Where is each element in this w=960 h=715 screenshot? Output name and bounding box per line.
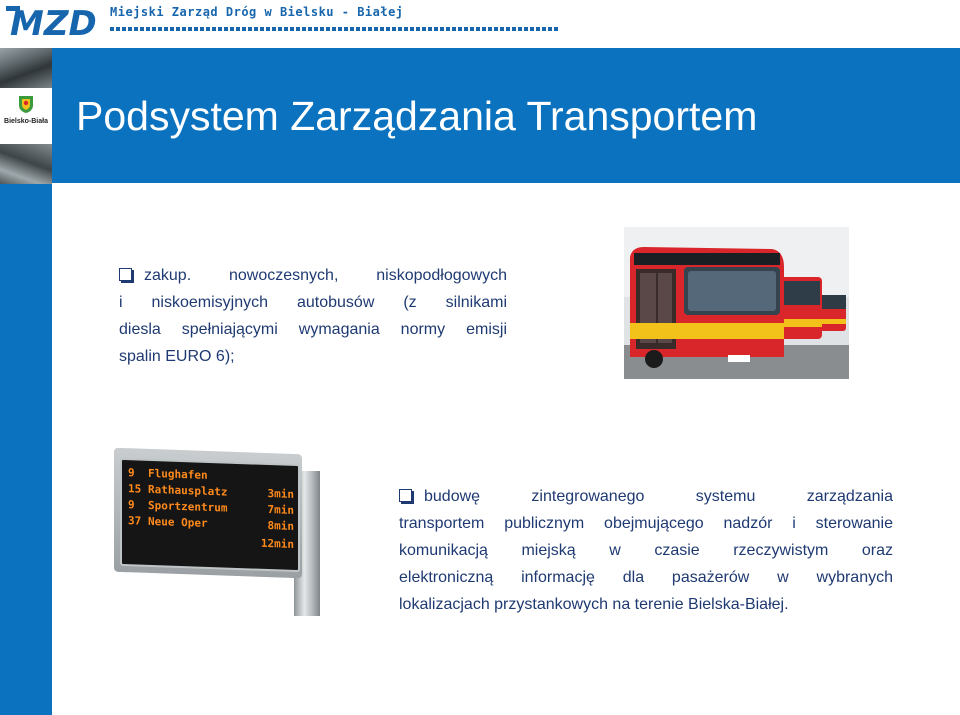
paragraph-line: transportem publicznym obejmującego nadzór i sterowanie	[399, 515, 893, 532]
departure-destination: Rathausplatz	[148, 482, 228, 499]
mzd-logo-mark	[6, 2, 108, 40]
city-logo-box	[0, 88, 52, 144]
paragraph-line: diesla spełniającymi wymagania normy emisji	[119, 321, 507, 338]
departure-row	[128, 532, 294, 554]
bus-photo	[624, 227, 849, 379]
departure-line-number: 15	[128, 482, 142, 496]
page-title: Podsystem Zarządzania Transportem	[76, 93, 758, 139]
departure-line-number: 37	[128, 514, 142, 528]
display-screen	[120, 458, 300, 572]
departure-line-number	[128, 532, 146, 533]
departure-destination: Neue Oper	[148, 514, 208, 530]
departure-line-number: 9	[128, 466, 135, 480]
checkbox-bullet-icon	[399, 489, 412, 502]
departure-time: 12min	[260, 536, 294, 551]
title-bar	[52, 48, 960, 183]
organization-name: Miejski Zarząd Dróg w Bielsku - Białej	[110, 5, 404, 19]
logo-dashed-line	[110, 27, 558, 31]
departure-line-number: 9	[128, 498, 135, 512]
road-photo-bottom	[0, 144, 52, 184]
road-photo-top	[0, 48, 52, 88]
paragraph-line: lokalizacjach przystankowych na terenie Bielska-Białej.	[399, 596, 789, 613]
passenger-information-display	[110, 446, 330, 616]
departure-time: 7min	[267, 503, 294, 517]
city-crest-icon	[17, 94, 35, 114]
checkbox-bullet-icon	[119, 268, 132, 281]
departure-destination: Sportzentrum	[148, 498, 228, 515]
paragraph-bus-purchase	[119, 262, 507, 370]
paragraph-line: i niskoemisyjnych autobusów (z silnikami	[119, 294, 507, 311]
paragraph-line-text: zakup. nowoczesnych, niskopodłogowych	[144, 267, 507, 284]
departure-destination: Flughafen	[148, 466, 208, 482]
paragraph-line	[119, 262, 507, 289]
departure-time: 3min	[267, 487, 294, 501]
departure-time: 8min	[267, 519, 294, 533]
paragraph-line-text: budowę zintegrowanego systemu zarządzania	[424, 488, 893, 505]
mzd-logo	[0, 0, 560, 44]
mzd-logo-letters: MZD	[10, 4, 97, 40]
paragraph-line	[399, 483, 893, 510]
city-name: Bielsko-Biała	[4, 118, 48, 125]
paragraph-line: komunikacją miejską w czasie rzeczywistym oraz	[399, 542, 893, 559]
paragraph-line: spalin EURO 6);	[119, 348, 235, 365]
paragraph-line: elektroniczną informację dla pasażerów w wybranych	[399, 569, 893, 586]
paragraph-transport-system	[399, 483, 893, 618]
